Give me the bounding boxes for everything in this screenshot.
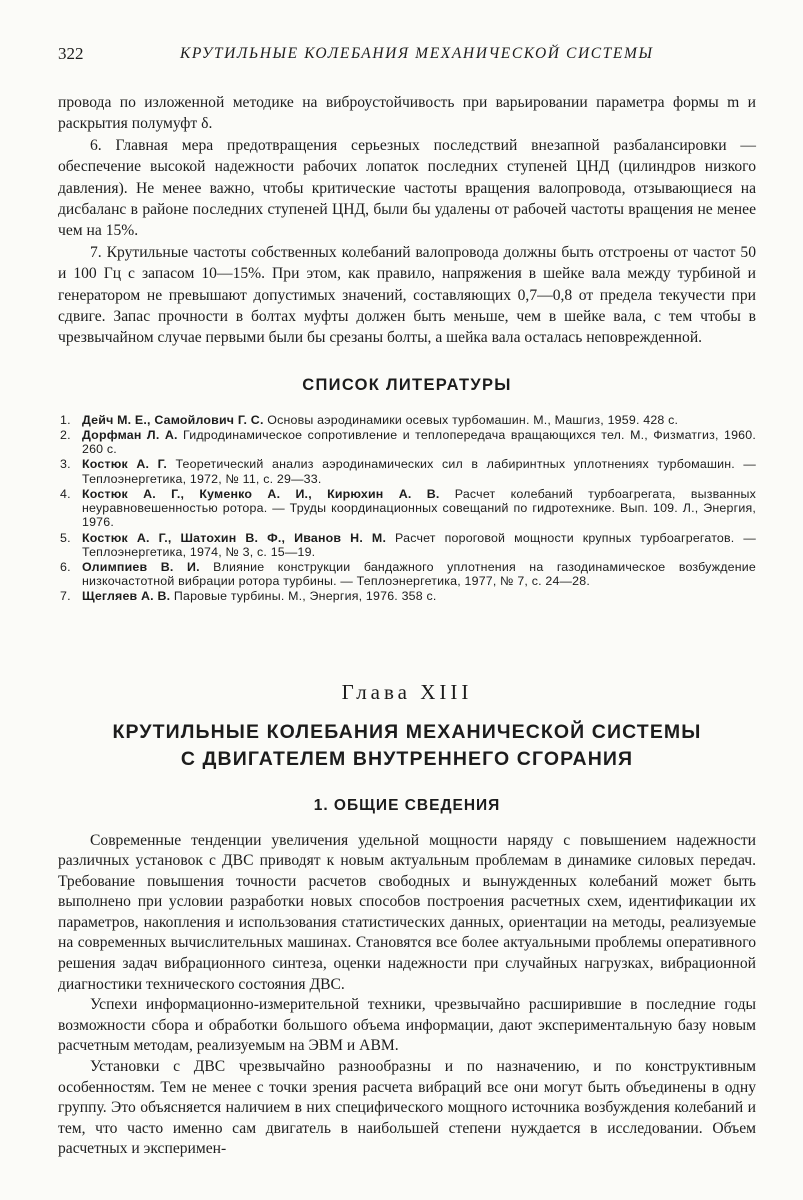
reference-number: 5. xyxy=(60,530,71,545)
reference-item xyxy=(58,589,756,603)
running-title: КРУТИЛЬНЫЕ КОЛЕБАНИЯ МЕХАНИЧЕСКОЙ СИСТЕМЫ xyxy=(180,45,654,62)
reference-authors: Костюк А. Г., Шатохин В. Ф., Иванов Н. М. xyxy=(82,530,387,545)
reference-item xyxy=(58,428,756,456)
chapter-title xyxy=(58,719,756,773)
reference-number: 2. xyxy=(60,428,71,443)
section-body xyxy=(58,831,756,1161)
chapter-label: Глава XIII xyxy=(341,679,473,704)
continued-paragraph: провода по изложенной методике на виброустойчивость при варьировании параметра формы m и раскрытия полумуфт δ. xyxy=(58,94,756,133)
page-content xyxy=(58,92,756,1160)
reference-text: Гидродинамическое сопротивление и теплопередача вращающихся тел. М., Физматгиз, 1960. 260 с. xyxy=(82,428,756,457)
body-paragraph: Современные тенденции увеличения удельной мощности наряду с повышением надежности различных установок с ДВС приводят к новым актуальным проблемам в динамике силовых передач. Требование повышения точности расчетов свободных и вынужденных колебаний может быть выполнено при условии разработки новых способов построения расчетных схем, идентификации их параметров, накопления и использования статистических данных, ориентации на методы, реализуемые на современных вычислительных машинах. Становятся все более актуальными проблемы оперативного решения задач вибрационного синтеза, оценки надежности при случайных нагрузках, вибрационной диагностики технического состояния ДВС. xyxy=(58,831,756,993)
reference-authors: Дорфман Л. А. xyxy=(82,428,178,443)
reference-text: Расчет колебаний турбоагрегата, вызванных неуравновешенностью ротора. — Труды координационных совещаний по гидротехнике. Вып. 109. Л., Энергия, 1976. xyxy=(82,486,756,530)
chapter-title-line: С ДВИГАТЕЛЕМ ВНУТРЕННЕГО СГОРАНИЯ xyxy=(180,747,634,770)
reference-number: 6. xyxy=(60,559,71,574)
page-number: 322 xyxy=(58,44,84,63)
reference-number: 7. xyxy=(60,589,71,604)
reference-authors: Олимпиев В. И. xyxy=(82,559,200,574)
reference-authors: Щегляев А. В. xyxy=(82,589,171,604)
paragraph-item-6: 6. Главная мера предотвращения серьезных последствий внезапной разбалансировки — обеспечение высокой надежности рабочих лопаток последних ступеней ЦНД (цилиндров низкого давления). Не менее важно, чтобы критические частоты вращения валопровода, отзывающиеся на дисбаланс в районе последних ступеней ЦНД, были бы удалены от рабочей частоты вращения не менее чем на 15%. xyxy=(58,136,756,240)
reference-authors: Костюк А. Г., Куменко А. И., Кирюхин А. В. xyxy=(82,486,440,501)
reference-text: Паровые турбины. М., Энергия, 1976. 358 с. xyxy=(170,589,437,604)
body-paragraph: Установки с ДВС чрезвычайно разнообразны и по назначению, и по конструктивным особенностям. Тем не менее с точки зрения расчета вибраций все они могут быть объединены в одну группу. Это объясняется наличием в них специфического мощного источника возбуждения колебаний и тем, что часто именно сам двигатель в наибольшей степени нуждается в исследовании. Объем расчетных и эксперимен- xyxy=(58,1058,756,1158)
reference-text: Теоретический анализ аэродинамических сил в лабиринтных уплотнениях турбомашин. — Теплоэнергетика, 1972, № 11, с. 29—33. xyxy=(82,457,756,486)
reference-item xyxy=(58,457,756,485)
reference-text: Расчет пороговой мощности крупных турбоагрегатов. — Теплоэнергетика, 1974, № 3, с. 15—19. xyxy=(82,530,756,559)
reference-text: Влияние конструкции бандажного уплотнения на газодинамическое возбуждение низкочастотной вибрации ротора турбины. — Теплоэнергетика, 1977, № 7, с. 24—28. xyxy=(82,559,756,589)
page-header xyxy=(58,44,755,68)
reference-number: 3. xyxy=(60,457,71,472)
reference-item xyxy=(58,413,756,427)
reference-number: 1. xyxy=(60,412,71,427)
reference-item xyxy=(58,560,756,588)
paragraph-item-7: 7. Крутильные частоты собственных колебаний валопровода должны быть отстроены от частот 50 и 100 Гц с запасом 10—15%. При этом, как правило, напряжения в шейке вала между турбиной и генератором не превышают допустимых значений, составляющих 0,7—0,8 от предела текучести при сдвиге. Запас прочности в болтах муфты должен быть меньше, чем в шейке вала, с тем чтобы в чрезвычайном случае первыми были бы срезаны болты, а шейка вала осталась неповрежденной. xyxy=(58,243,756,347)
reference-authors: Дейч М. Е., Самойлович Г. С. xyxy=(82,412,264,427)
body-paragraph: Успехи информационно-измерительной техники, чрезвычайно расширившие в последние годы возможности сбора и обработки большого объема информации, дают экспериментальную базу новым расчетным методам, реализуемым на ЭВМ и АВМ. xyxy=(58,996,756,1055)
reference-number: 4. xyxy=(60,486,71,501)
reference-authors: Костюк А. Г. xyxy=(82,457,167,472)
reference-item xyxy=(58,487,756,530)
reference-text: Основы аэродинамики осевых турбомашин. М., Машгиз, 1959. 428 с. xyxy=(263,412,679,427)
reference-item xyxy=(58,531,756,559)
references-list xyxy=(58,413,756,604)
section-title: 1. ОБЩИЕ СВЕДЕНИЯ xyxy=(313,796,501,814)
chapter-title-line: КРУТИЛЬНЫЕ КОЛЕБАНИЯ МЕХАНИЧЕСКОЙ СИСТЕМЫ xyxy=(112,720,702,743)
references-heading: СПИСОК ЛИТЕРАТУРЫ xyxy=(302,375,512,394)
